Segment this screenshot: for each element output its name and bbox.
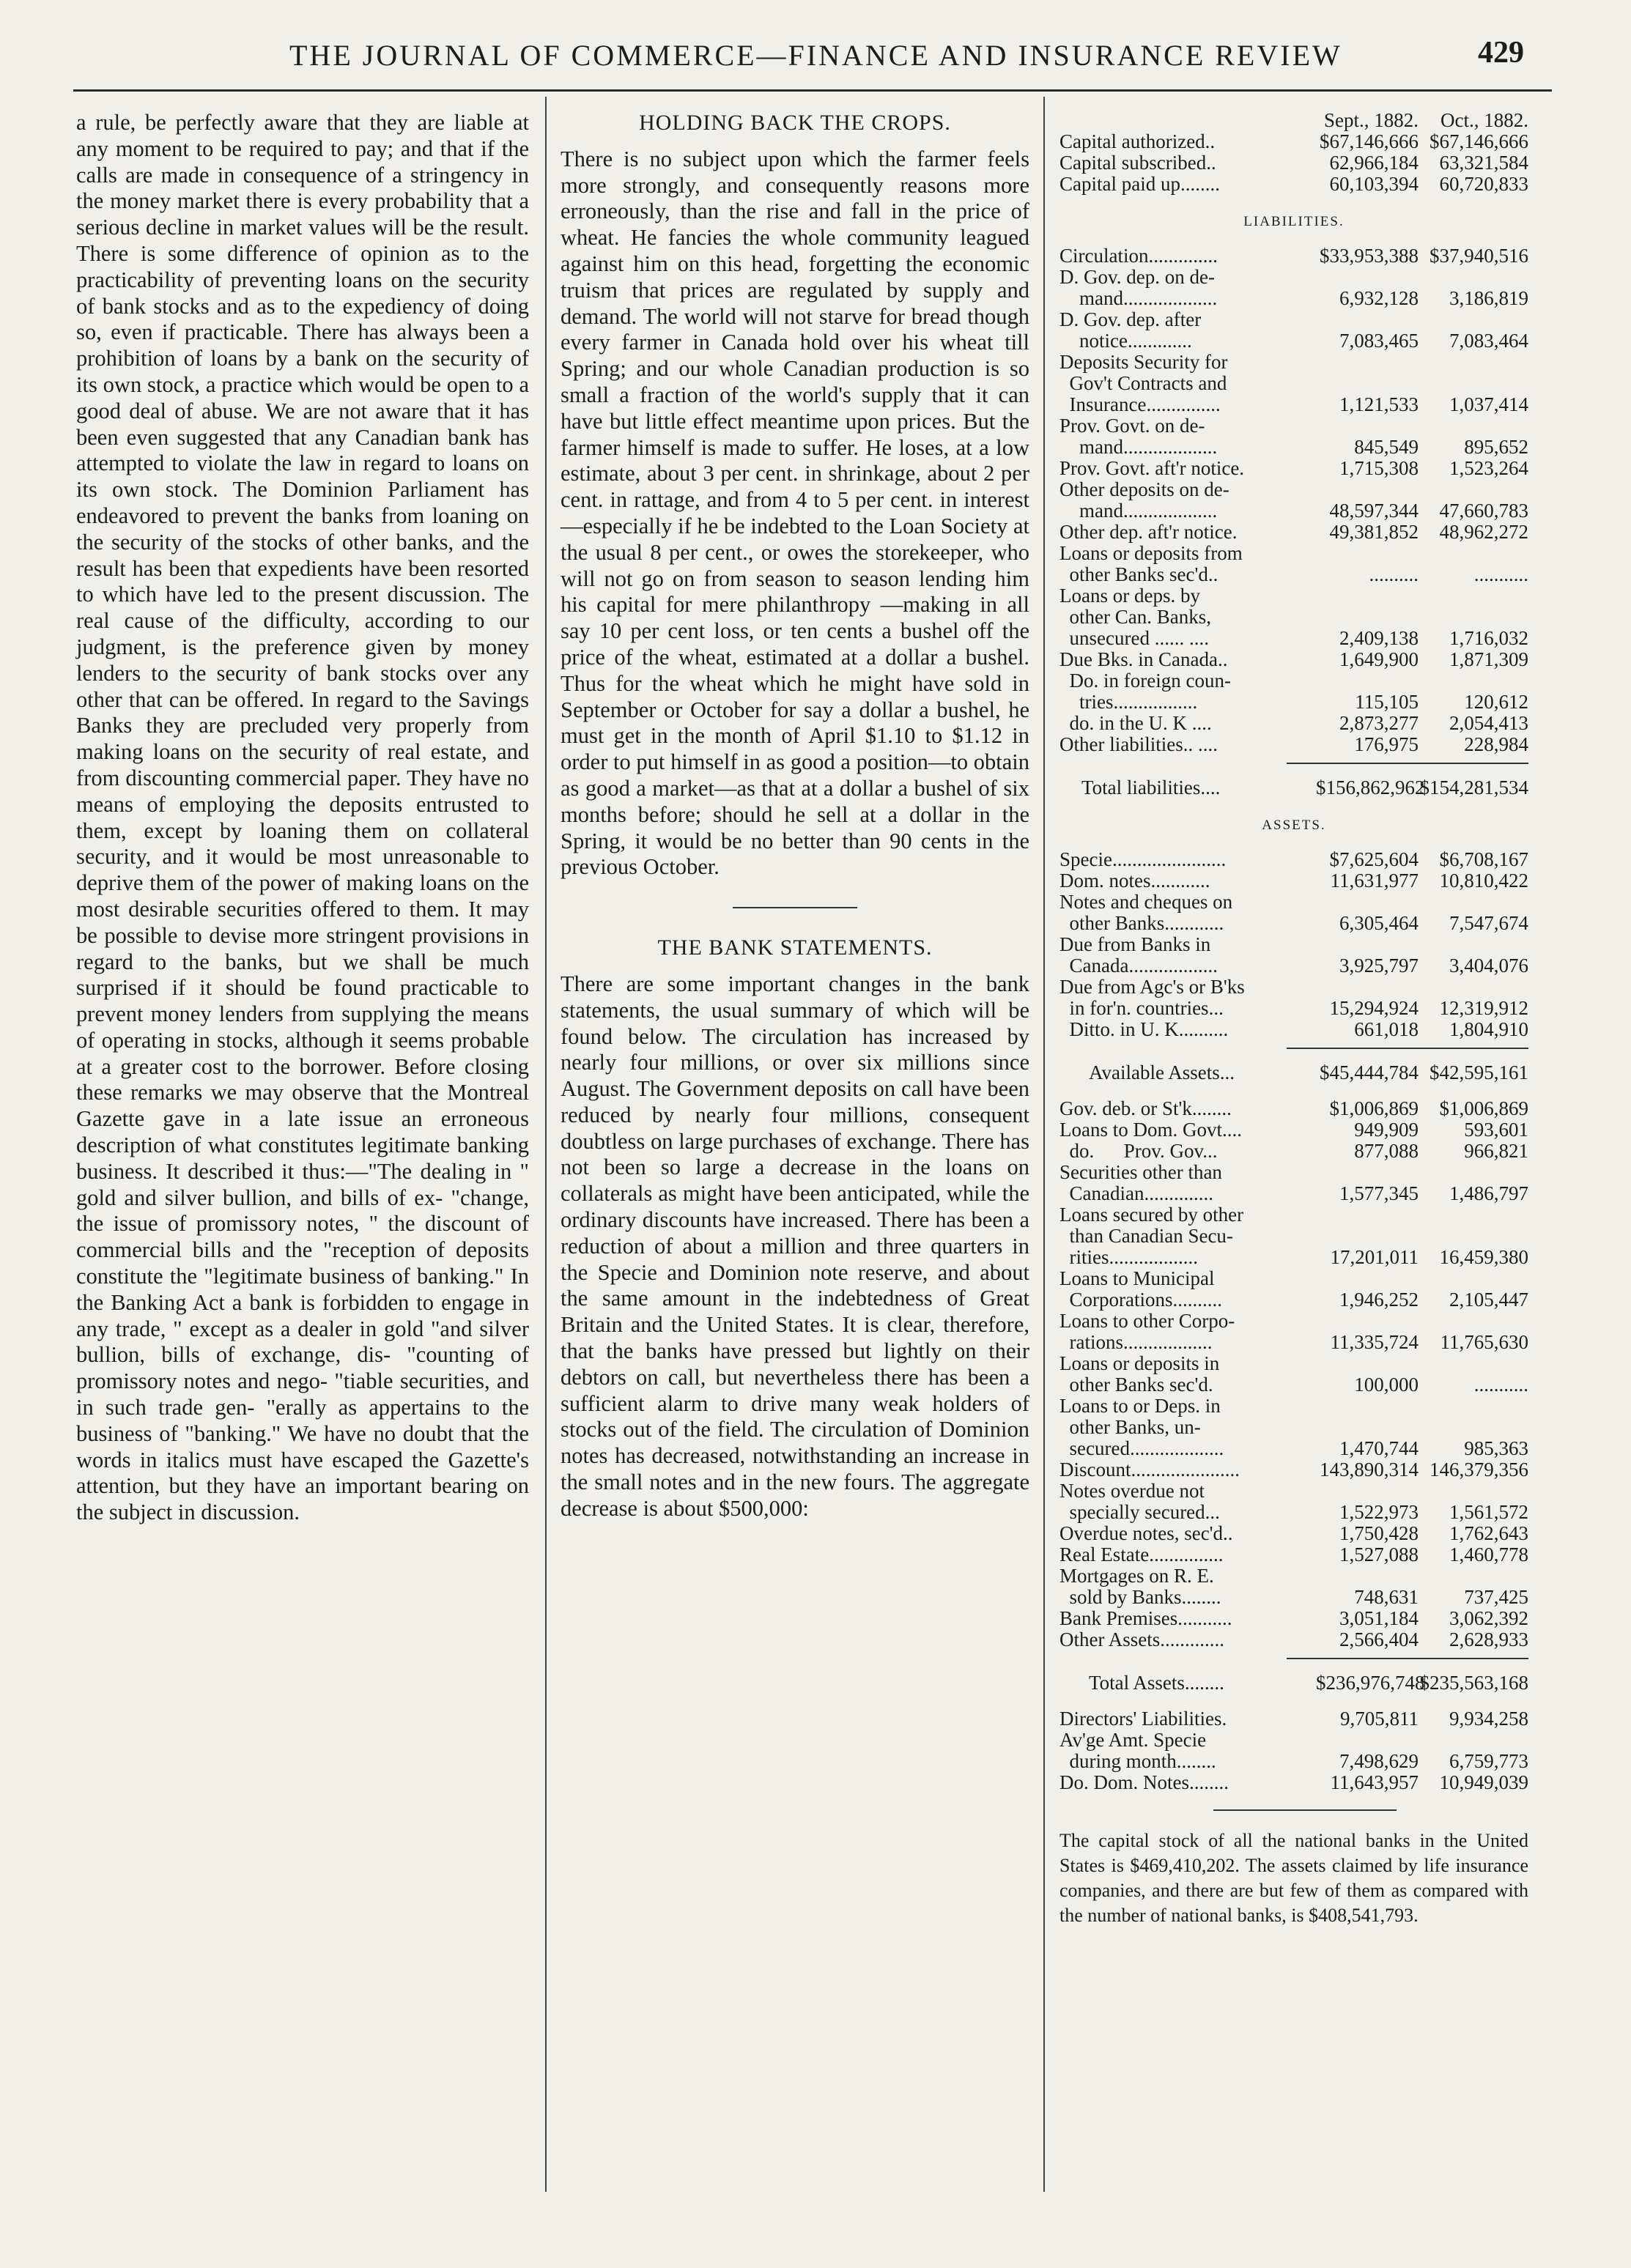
row-value: 100,000 <box>1354 1374 1419 1396</box>
row-value: 2,628,933 <box>1449 1628 1528 1650</box>
row-label: Loans to or Deps. in other Banks, un- secured................... <box>1059 1395 1224 1459</box>
row-value: 120,612 <box>1464 691 1528 713</box>
row-label: do. Prov. Gov... <box>1059 1140 1218 1162</box>
table-row <box>1059 1459 1528 1480</box>
row-value: 228,984 <box>1464 733 1528 755</box>
row-value: 2,105,447 <box>1449 1289 1528 1311</box>
table-row <box>1059 649 1528 670</box>
table-row <box>1059 870 1528 892</box>
row-value: 1,649,900 <box>1339 648 1419 670</box>
row-label: Specie....................... <box>1059 848 1227 870</box>
row-value: 1,804,910 <box>1449 1018 1528 1040</box>
row-value: 593,601 <box>1464 1119 1528 1141</box>
article-column-2 <box>561 110 1029 1522</box>
row-value: 16,459,380 <box>1439 1246 1528 1268</box>
row-value: 176,975 <box>1354 733 1419 755</box>
row-value: $33,953,388 <box>1320 245 1419 267</box>
row-label: Dom. notes............ <box>1059 870 1210 892</box>
total-row <box>1059 1062 1528 1083</box>
row-value: 1,716,032 <box>1449 627 1528 649</box>
row-label: Other deposits on de- mand................... <box>1059 478 1229 522</box>
row-value: ........... <box>1473 563 1528 585</box>
row-label: Capital paid up........ <box>1059 173 1220 195</box>
row-label: do. in the U. K .... <box>1059 712 1212 734</box>
row-value: 895,652 <box>1464 436 1528 458</box>
row-value: $67,146,666 <box>1320 130 1419 152</box>
table-row <box>1059 352 1528 415</box>
row-value: 7,547,674 <box>1449 912 1528 934</box>
row-value: 1,522,973 <box>1339 1501 1419 1523</box>
row-value: 1,523,264 <box>1449 457 1528 479</box>
table-row <box>1059 713 1528 734</box>
row-value: 47,660,783 <box>1439 500 1528 522</box>
row-value: 1,527,088 <box>1339 1544 1419 1565</box>
row-value: $154,281,534 <box>1419 777 1528 798</box>
row-value: 11,765,630 <box>1440 1331 1528 1353</box>
table-row <box>1059 1772 1528 1793</box>
table-row <box>1059 1396 1528 1459</box>
row-label: Due Bks. in Canada.. <box>1059 648 1228 670</box>
row-value: 2,873,277 <box>1339 712 1419 734</box>
row-label: Available Assets... <box>1089 1061 1235 1083</box>
column-head: Sept., 1882. <box>1323 109 1419 131</box>
row-value: 60,103,394 <box>1329 173 1419 195</box>
row-value: 1,762,643 <box>1449 1522 1528 1544</box>
row-value: 48,597,344 <box>1329 500 1419 522</box>
row-label: Loans or deposits in other Banks sec'd. <box>1059 1352 1220 1396</box>
liabilities-heading: LIABILITIES. <box>1243 214 1345 229</box>
row-value: 3,925,797 <box>1339 955 1419 976</box>
row-value: 11,631,977 <box>1330 870 1419 892</box>
row-value: 62,966,184 <box>1329 152 1419 174</box>
table-row <box>1059 934 1528 976</box>
row-value: 1,715,308 <box>1339 457 1419 479</box>
row-value: 7,083,465 <box>1339 330 1419 352</box>
row-label: Other Assets............. <box>1059 1628 1224 1650</box>
row-value: 1,561,572 <box>1449 1501 1528 1523</box>
row-label: Due from Banks in Canada.................. <box>1059 933 1218 976</box>
page-number: 429 <box>1478 36 1524 70</box>
row-value: 10,810,422 <box>1439 870 1528 892</box>
column-divider <box>1043 97 1045 2192</box>
row-value: 48,962,272 <box>1439 521 1528 543</box>
row-label: Overdue notes, sec'd.. <box>1059 1522 1233 1544</box>
bank-statement-table <box>1059 110 1528 1928</box>
footnote-paragraph: The capital stock of all the national banks in the United States is $469,410,202. The assets claimed by life insurance companies, and there are but few of them as compared with the number of national banks, is $408,541,793. <box>1059 1830 1528 1926</box>
column-divider <box>545 97 547 2192</box>
row-value: 3,404,076 <box>1449 955 1528 976</box>
section-heading-crops: HOLDING BACK THE CROPS. <box>639 111 951 135</box>
row-label: Loans to other Corpo- rations.................. <box>1059 1310 1235 1353</box>
row-value: 2,054,413 <box>1449 712 1528 734</box>
table-row <box>1059 458 1528 479</box>
row-value: 748,631 <box>1354 1586 1419 1608</box>
table-row <box>1059 245 1528 267</box>
row-value: $6,708,167 <box>1439 848 1528 870</box>
row-value: 3,062,392 <box>1449 1607 1528 1629</box>
row-value: 49,381,852 <box>1329 521 1419 543</box>
row-value: $7,625,604 <box>1329 848 1419 870</box>
table-row <box>1059 543 1528 585</box>
row-value: 11,643,957 <box>1330 1771 1419 1793</box>
row-value: 2,566,404 <box>1339 1628 1419 1650</box>
table-row <box>1059 1162 1528 1204</box>
row-value: $236,976,748 <box>1316 1672 1425 1694</box>
row-label: Capital subscribed.. <box>1059 152 1216 174</box>
row-value: 60,720,833 <box>1439 173 1528 195</box>
row-value: 661,018 <box>1354 1018 1419 1040</box>
table-row <box>1059 1268 1528 1311</box>
row-label: Capital authorized.. <box>1059 130 1216 152</box>
row-label: D. Gov. dep. after notice............. <box>1059 308 1202 352</box>
table-row <box>1059 1480 1528 1523</box>
page-header <box>0 25 1631 76</box>
row-value: 1,121,533 <box>1339 393 1419 415</box>
journal-title: THE JOURNAL OF COMMERCE—FINANCE AND INSURANCE REVIEW <box>289 39 1342 72</box>
row-label: Securities other than Canadian.............. <box>1059 1161 1222 1204</box>
row-label: Loans to Municipal Corporations.......... <box>1059 1267 1222 1311</box>
table-row <box>1059 1708 1528 1730</box>
row-label: Total liabilities.... <box>1081 777 1221 798</box>
table-row <box>1059 1311 1528 1353</box>
row-value: 845,549 <box>1354 436 1419 458</box>
row-label: Gov. deb. or St'k........ <box>1059 1097 1232 1119</box>
row-value: 9,934,258 <box>1449 1708 1528 1730</box>
row-value: $37,940,516 <box>1430 245 1528 267</box>
table-row <box>1059 522 1528 543</box>
table-row <box>1059 1523 1528 1544</box>
table-row <box>1059 585 1528 649</box>
row-value: 877,088 <box>1354 1140 1419 1162</box>
header-rule <box>73 89 1552 92</box>
row-value: $45,444,784 <box>1320 1061 1419 1083</box>
row-value: 6,932,128 <box>1339 287 1419 309</box>
row-value: 1,750,428 <box>1339 1522 1419 1544</box>
row-label: Other liabilities.. .... <box>1059 733 1218 755</box>
row-label: Bank Premises........... <box>1059 1607 1232 1629</box>
section-heading-bank-statements: THE BANK STATEMENTS. <box>657 935 933 960</box>
row-value: 7,083,464 <box>1449 330 1528 352</box>
row-value: 737,425 <box>1464 1586 1528 1608</box>
article-paragraph: a rule, be perfectly aware that they are liable at any moment to be required to pay; and that if the calls are made in consequence of a stringency in the money market there is every probability that a serious decline in market values will be the result. There is some difference of opinion as to the practicability of preventing loans on the security of bank stocks and as to the expediency of doing so, even if practicable. There has always been a prohibition of loans by a bank on the security of its own stock, a practice which would be open to a good deal of abuse. We are not aware that it has been even suggested that any Canadian bank has attempted to violate the law in regard to loans on its own stock. The Dominion Parliament has endeavored to prevent the banks from loaning on the security of the stocks of other banks, and the result has been that expedients have been resorted to which have led to the present discussion. The real cause of the difficulty, according to our judgment, is the preference given by money lenders to the security of bank stocks over any other that can be offered. In regard to the Savings Banks they are precluded very properly from making loans on the security of real estate, and from discounting commercial paper. They have no means of employing the deposits entrusted to them, except by loaning them on collateral security, and it would be most unreasonable to deprive them of the power of making loans on the most desirable securities offered to them. It may be possible to devise more stringent provisions in regard to the banks, but we shall be much surprised if it should be found practicable to prevent money lenders from supplying the means of operating in stocks, although it seems probable at a greater cost to the borrower. Before closing these remarks we may observe that the Montreal Gazette gave in a late issue an erroneous description of what constitutes legitimate banking business. It described it thus:—"The dealing in " gold and silver bullion, and bills of ex- "change, the issue of promissory notes, " the discount of commercial bills and the "reception of deposits constitute the "legitimate business of banking." In the Banking Act a bank is forbidden to engage in any trade, " except as a dealer in gold "and silver bullion, bills of exchange, dis- "counting of promissory notes and nego- "tiable securities, and in such trade gen- "erally as appertains to the business of "banking." We have no doubt that the words in italics must have escaped the Gazette's attention, but they have an important bearing on the subject in discussion. <box>76 110 529 1525</box>
row-value: 10,949,039 <box>1439 1771 1528 1793</box>
table-row <box>1059 892 1528 934</box>
table-row <box>1059 1544 1528 1565</box>
row-label: Mortgages on R. E. sold by Banks........ <box>1059 1565 1221 1608</box>
table-row <box>1059 309 1528 352</box>
section-separator <box>733 907 857 908</box>
article-paragraph: There is no subject upon which the farmer feels more strongly, and consequently reasons more erroneously, than the rise and fall in the price of wheat. He fancies the whole community leagued against him on this head, forgetting the economic truism that prices are regulated by supply and demand. The world will not starve for bread though every farmer in Canada hold over his wheat till Spring; and our whole Canadian production is so small a fraction of the world's supply that it can have but little effect meantime upon prices. But the farmer himself is made to suffer. He loses, at a low estimate, about 3 per cent. in shrinkage, about 2 per cent. in rattage, and from 4 to 5 per cent. in interest—especially if he be indebted to the Loan Society at the usual 8 per cent., or owes the storekeeper, who will not go on from season to season lending him his capital for mere philanthropy —making in all say 10 per cent loss, or ten cents a bushel off the price of the wheat, estimated at a dollar a bushel. Thus for the wheat which he might have sold in September or October for say a dollar a bushel, he must get in the month of April $1.10 to $1.12 in order to put himself in as good a position—to obtain as good a market—as that at a dollar a bushel of six months before; should he sell at a dollar in the Spring, it would be no better than 90 cents in the previous October. <box>561 146 1029 880</box>
table-row <box>1059 670 1528 713</box>
row-value: 1,037,414 <box>1449 393 1528 415</box>
table-row <box>1059 131 1528 152</box>
row-label: Notes and cheques on other Banks............ <box>1059 891 1233 934</box>
row-value: 11,335,724 <box>1330 1331 1419 1353</box>
row-label: Do. in foreign coun- tries................. <box>1069 670 1231 713</box>
row-label: Circulation.............. <box>1059 245 1218 267</box>
row-label: Do. Dom. Notes........ <box>1059 1771 1229 1793</box>
row-value: 3,051,184 <box>1339 1607 1419 1629</box>
row-label: Real Estate............... <box>1059 1544 1224 1565</box>
row-value: $235,563,168 <box>1419 1672 1528 1694</box>
row-label: Prov. Govt. aft'r notice. <box>1059 457 1245 479</box>
row-label: Loans or deps. by other Can. Banks, unsecured ...... .... <box>1059 585 1211 649</box>
row-label: D. Gov. dep. on de- mand................... <box>1059 266 1218 309</box>
table-row <box>1059 734 1528 755</box>
row-value: 9,705,811 <box>1340 1708 1419 1730</box>
row-label: Av'ge Amt. Specie during month........ <box>1059 1729 1216 1772</box>
table-row <box>1059 1608 1528 1629</box>
row-value: 6,759,773 <box>1449 1750 1528 1772</box>
row-label: Other dep. aft'r notice. <box>1059 521 1238 543</box>
table-row <box>1059 267 1528 309</box>
row-value: 1,486,797 <box>1449 1182 1528 1204</box>
row-value: 12,319,912 <box>1439 997 1528 1019</box>
table-row <box>1059 152 1528 174</box>
row-value: 17,201,011 <box>1330 1246 1419 1268</box>
table-row <box>1059 1353 1528 1396</box>
row-label: Discount...................... <box>1059 1459 1240 1480</box>
row-label: Loans to Dom. Govt.... <box>1059 1119 1242 1141</box>
table-row <box>1059 1629 1528 1650</box>
row-value: 949,909 <box>1354 1119 1419 1141</box>
row-value: 15,294,924 <box>1329 997 1419 1019</box>
row-label: Due from Agc's or B'ks in for'n. countries... <box>1059 976 1245 1019</box>
table-row <box>1059 1204 1528 1268</box>
column-head: Oct., 1882. <box>1440 109 1528 131</box>
row-label: Loans secured by other than Canadian Secu- rities.................. <box>1059 1204 1244 1268</box>
article-column-1 <box>76 110 529 1526</box>
article-paragraph: There are some important changes in the bank statements, the usual summary of which will be found below. The circulation has increased by nearly four millions, or over six millions since August. The Government deposits on call have been reduced by nearly four millions, consequent doubtless on large purchases of exchange. There has not been so large a decrease in the loans on collaterals as might have been anticipated, while the ordinary discounts have increased. There has been a reduction of about a million and three quarters in the Specie and Dominion note reserve, and about the same amount in the indebtedness of Great Britain and the United States. It is clear, therefore, that the banks have pressed but lightly on their debtors on call, but nevertheless there has been a sufficient alarm to drive many weak holders of stocks out of the field. The circulation of Dominion notes has decreased, notwithstanding an increase in the small notes and in the new fours. The aggregate decrease is about $500,000: <box>561 971 1029 1521</box>
row-value: .......... <box>1369 563 1419 585</box>
row-label: Loans or deposits from other Banks sec'd.. <box>1059 542 1243 585</box>
row-value: 143,890,314 <box>1320 1459 1419 1480</box>
row-value: $42,595,161 <box>1430 1061 1528 1083</box>
table-row <box>1059 849 1528 870</box>
row-value: 1,946,252 <box>1339 1289 1419 1311</box>
table-row <box>1059 174 1528 195</box>
row-label: Notes overdue not specially secured... <box>1059 1480 1220 1523</box>
row-value: 2,409,138 <box>1339 627 1419 649</box>
row-label: Ditto. in U. K.......... <box>1059 1018 1229 1040</box>
table-row <box>1059 1019 1528 1040</box>
row-label: Total Assets........ <box>1089 1672 1224 1694</box>
row-value: $1,006,869 <box>1439 1097 1528 1119</box>
row-label: Directors' Liabilities. <box>1059 1708 1227 1730</box>
table-row <box>1059 976 1528 1019</box>
row-value: 115,105 <box>1355 691 1419 713</box>
row-value: $156,862,962 <box>1316 777 1425 798</box>
row-value: ........... <box>1473 1374 1528 1396</box>
total-row <box>1059 1672 1528 1694</box>
row-value: 966,821 <box>1464 1140 1528 1162</box>
table-row <box>1059 1098 1528 1119</box>
row-label: Deposits Security for Gov't Contracts and Insurance............... <box>1059 351 1228 415</box>
table-header-row <box>1059 110 1528 131</box>
row-value: 1,577,345 <box>1339 1182 1419 1204</box>
row-value: 7,498,629 <box>1339 1750 1419 1772</box>
table-row <box>1059 479 1528 522</box>
table-row <box>1059 415 1528 458</box>
row-value: 146,379,356 <box>1430 1459 1528 1480</box>
row-value: 985,363 <box>1464 1437 1528 1459</box>
row-value: 63,321,584 <box>1439 152 1528 174</box>
total-row <box>1059 777 1528 798</box>
row-label: Prov. Govt. on de- mand................... <box>1059 415 1218 458</box>
row-value: 1,871,309 <box>1449 648 1528 670</box>
row-value: 6,305,464 <box>1339 912 1419 934</box>
table-row <box>1059 1141 1528 1162</box>
table-row <box>1059 1119 1528 1141</box>
row-value: $1,006,869 <box>1329 1097 1419 1119</box>
row-value: 1,470,744 <box>1339 1437 1419 1459</box>
row-value: 1,460,778 <box>1449 1544 1528 1565</box>
assets-heading: ASSETS. <box>1262 818 1326 833</box>
row-value: $67,146,666 <box>1430 130 1528 152</box>
table-row <box>1059 1730 1528 1772</box>
row-value: 3,186,819 <box>1449 287 1528 309</box>
table-row <box>1059 1565 1528 1608</box>
